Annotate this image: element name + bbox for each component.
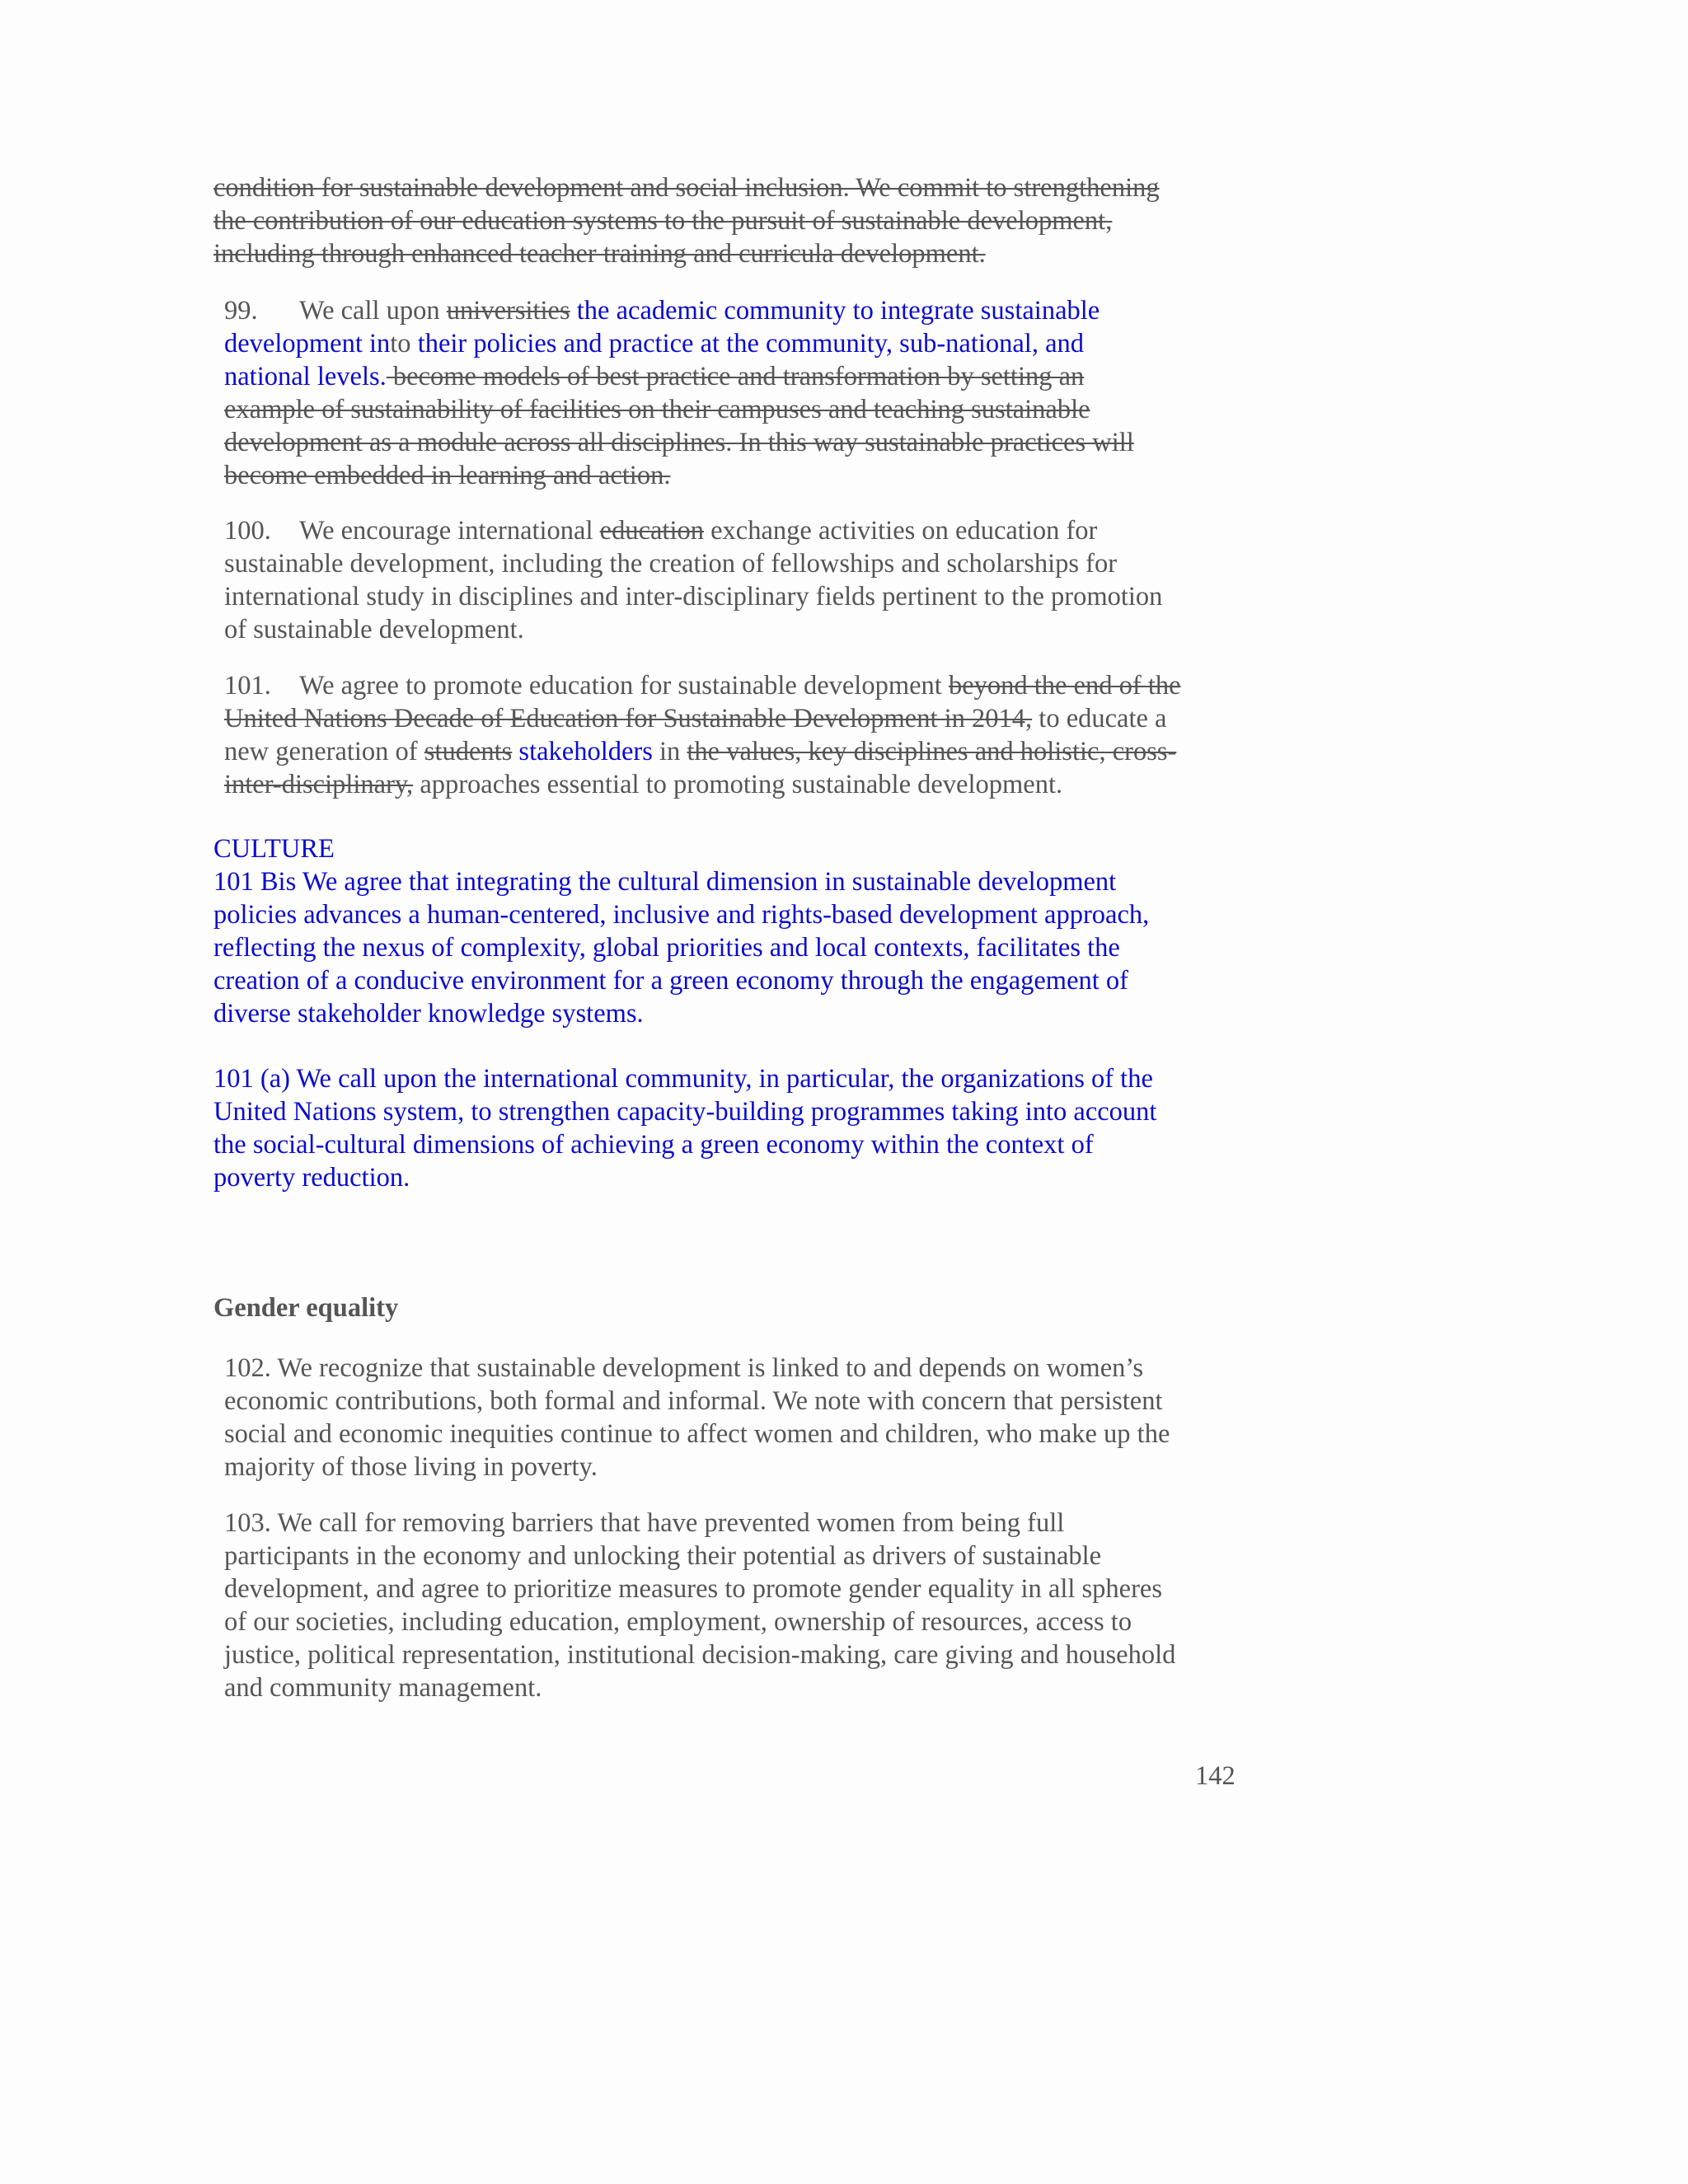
text-line: reflecting the nexus of complexity, global priorities and local contexts, facilitates the — [213, 933, 1120, 963]
paragraph-number: 99. — [224, 296, 258, 326]
text-line: social and economic inequities continue to affect women and children, who make up the — [224, 1419, 1170, 1449]
text-line: sustainable development, including the creation of fellowships and scholarships for — [224, 549, 1118, 579]
deleted-text: development as a module across all disciplines. In this way sustainable practices will — [224, 428, 1134, 457]
text: We agree to promote education for sustainable development — [299, 671, 949, 701]
deleted-text: beyond the end of the — [948, 671, 1181, 701]
deleted-text: inter-disciplinary, — [224, 770, 414, 799]
text: We call upon — [299, 296, 447, 326]
struck-line: condition for sustainable development and social inclusion. We commit to strengthening — [213, 173, 1160, 203]
text-line: 103. We call for removing barriers that have prevented women from being full — [224, 1508, 1065, 1538]
text-line: development, and agree to prioritize measures to promote gender equality in all spheres — [224, 1574, 1163, 1604]
text-line: of our societies, including education, employment, ownership of resources, access to — [224, 1607, 1132, 1637]
struck-line: including through enhanced teacher training and curricula development. — [213, 239, 986, 269]
text-line: economic contributions, both formal and informal. We note with concern that persistent — [224, 1386, 1163, 1416]
deleted-text: education — [599, 516, 704, 546]
deleted-text: become embedded in learning and action. — [224, 461, 671, 490]
paragraph-100 — [224, 514, 1162, 646]
text-line: poverty reduction. — [213, 1163, 410, 1193]
inserted-text: stakeholders — [512, 737, 653, 766]
paragraph-number: 100. — [224, 516, 271, 546]
inserted-text: the academic community to integrate sustainable — [570, 296, 1100, 326]
text: in — [652, 737, 687, 766]
text-line: policies advances a human-centered, inclusive and rights-based development approach, — [213, 900, 1150, 930]
gender-equality-heading: Gender equality — [213, 1293, 399, 1323]
inserted-text: national levels. — [224, 362, 387, 391]
text-line: justice, political representation, institutional decision-making, care giving and household — [224, 1640, 1176, 1670]
text: new generation of — [224, 737, 424, 766]
text-line: 102. We recognize that sustainable development is linked to and depends on women’s — [224, 1353, 1144, 1383]
text-line: participants in the economy and unlocking their potential as drivers of sustainable — [224, 1541, 1102, 1571]
deleted-text: students — [424, 737, 513, 766]
text-line: and community management. — [224, 1673, 542, 1703]
paragraph-101 — [224, 669, 1181, 801]
inserted-text: development in — [224, 329, 391, 359]
text-line: international study in disciplines and inter-disciplinary fields pertinent to the promotion — [224, 582, 1163, 612]
paragraph-102 — [224, 1352, 1170, 1483]
text: to educate a — [1032, 704, 1167, 733]
deleted-text: the values, key disciplines and holistic, cross- — [687, 737, 1177, 766]
text-line: creation of a conducive environment for a green economy through the engagement of — [213, 966, 1128, 996]
deleted-text: United Nations Decade of Education for Sustainable Development in 2014, — [224, 704, 1033, 733]
text-line: United Nations system, to strengthen capacity-building programmes taking into account — [213, 1097, 1157, 1127]
deleted-text: become models of best practice and transformation by setting an — [386, 362, 1085, 391]
text: exchange activities on education for — [704, 516, 1098, 546]
text-line: 101 (a) We call upon the international community, in particular, the organizations of the — [213, 1064, 1153, 1094]
paragraph-99 — [224, 294, 1134, 492]
text-line: 101 Bis We agree that integrating the cultural dimension in sustainable development — [213, 867, 1117, 897]
deleted-text: example of sustainability of facilities on their campuses and teaching sustainable — [224, 395, 1090, 424]
text-line: the social-cultural dimensions of achieving a green economy within the context of — [213, 1130, 1094, 1160]
culture-heading: CULTURE — [213, 834, 335, 864]
text-line: of sustainable development. — [224, 615, 524, 644]
text: to — [390, 329, 411, 359]
page-number: 142 — [1195, 1761, 1236, 1791]
text: We encourage international — [299, 516, 600, 546]
culture-section — [213, 832, 1149, 1030]
text-line: majority of those living in poverty. — [224, 1452, 598, 1482]
text-line: diverse stakeholder knowledge systems. — [213, 999, 644, 1029]
paragraph-number: 101. — [224, 671, 271, 701]
struck-line: the contribution of our education systems to the pursuit of sustainable development, — [213, 206, 1113, 236]
inserted-text: their policies and practice at the community, sub-national, and — [410, 329, 1085, 359]
deleted-text: universities — [446, 296, 570, 326]
paragraph-103 — [224, 1507, 1175, 1704]
paragraph-101a — [213, 1062, 1156, 1194]
paragraph-98-continuation — [213, 171, 1160, 270]
text: approaches essential to promoting sustainable development. — [413, 770, 1063, 799]
